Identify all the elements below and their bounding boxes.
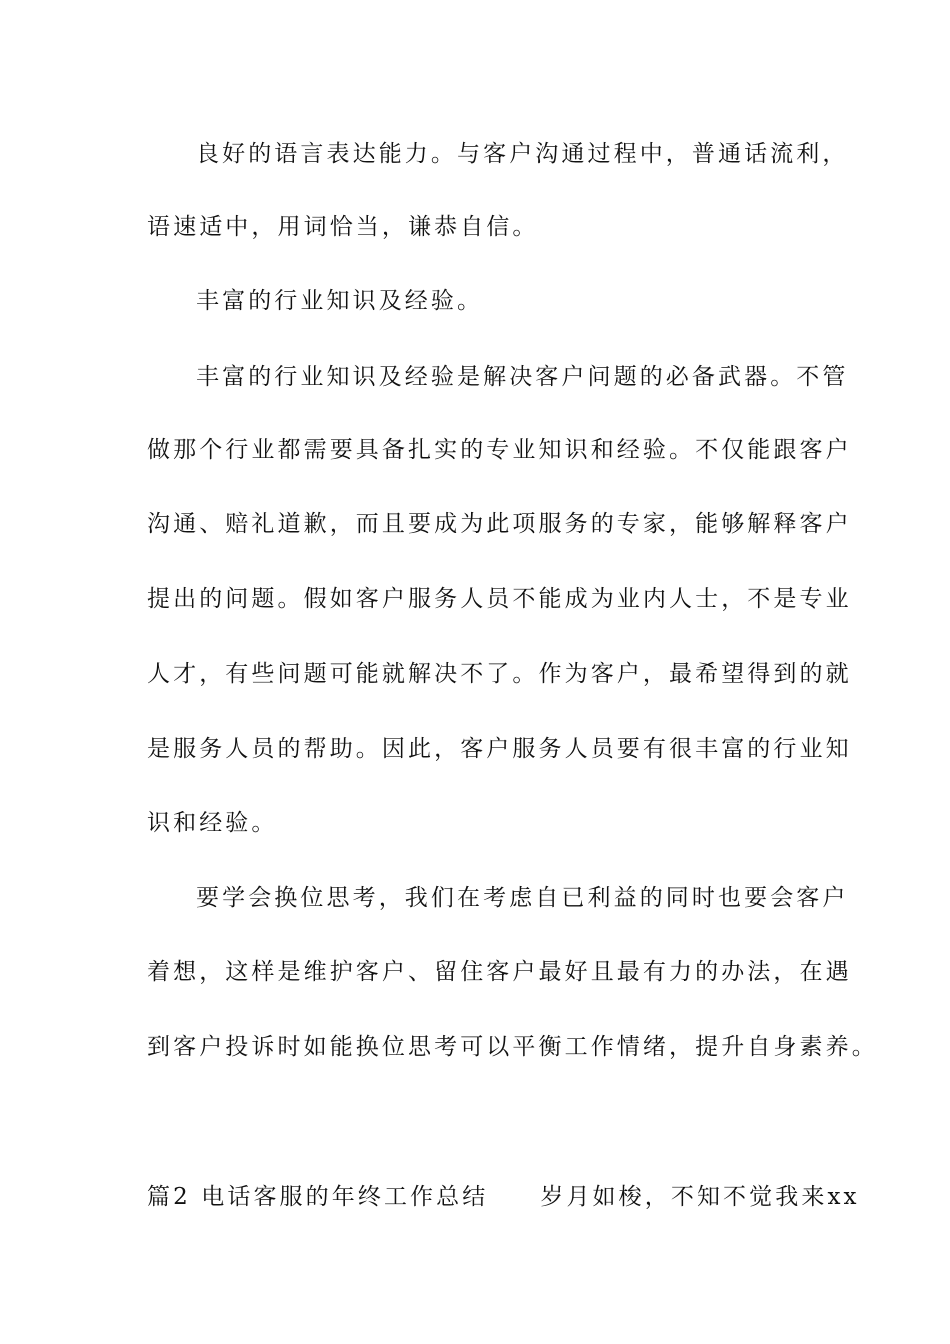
paragraph-line: 着想，这样是维护客户、留住客户最好且最有力的办法，在遇 (147, 959, 852, 985)
article-intro-text: 岁月如梭，不知不觉我来xx (540, 1184, 860, 1210)
paragraph-line: 是服务人员的帮助。因此，客户服务人员要有很丰富的行业知 (147, 736, 852, 762)
paragraph-line: 识和经验。 (147, 810, 278, 836)
paragraph-line: 语速适中，用词恰当，谦恭自信。 (147, 214, 539, 240)
paragraph-line: 做那个行业都需要具备扎实的专业知识和经验。不仅能跟客户 (147, 437, 852, 463)
paragraph-line: 良好的语言表达能力。与客户沟通过程中，普通话流利， (196, 141, 849, 167)
paragraph-line: 沟通、赔礼道歉，而且要成为此项服务的专家，能够解释客户 (147, 511, 852, 537)
paragraph-line: 人才，有些问题可能就解决不了。作为客户，最希望得到的就 (147, 661, 852, 687)
article-heading: 篇2 电话客服的年终工作总结 (147, 1184, 489, 1210)
paragraph-line: 到客户投诉时如能换位思考可以平衡工作情绪，提升自身素养。 (147, 1034, 878, 1060)
paragraph-line: 提出的问题。假如客户服务人员不能成为业内人士，不是专业 (147, 586, 852, 612)
paragraph-line: 丰富的行业知识及经验是解决客户问题的必备武器。不管 (196, 364, 849, 390)
paragraph-line: 要学会换位思考，我们在考虑自已利益的同时也要会客户 (196, 885, 849, 911)
section-heading: 丰富的行业知识及经验。 (196, 288, 484, 314)
article-heading-line (147, 1182, 860, 1212)
